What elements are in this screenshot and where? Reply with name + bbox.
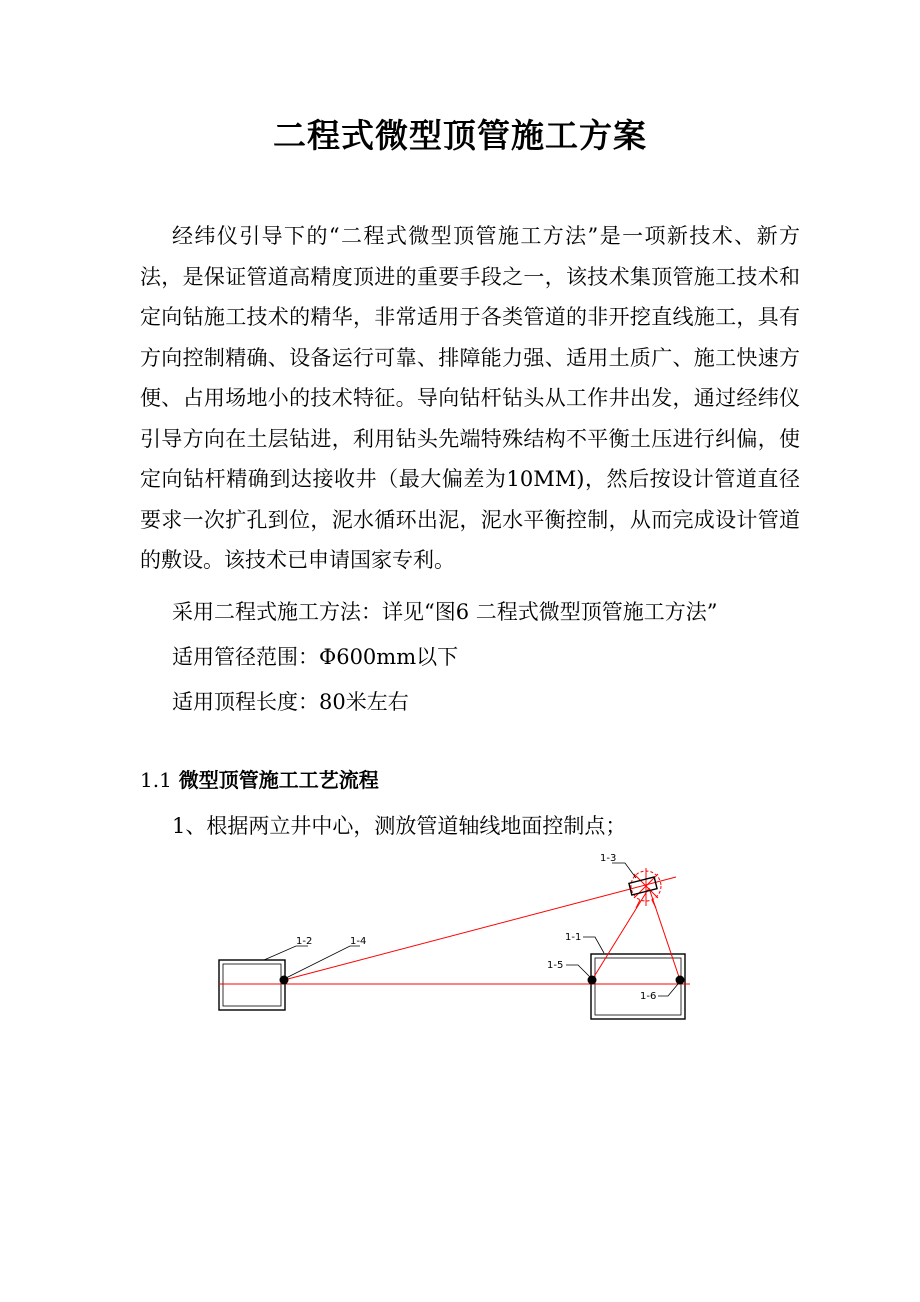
right-shaft (591, 954, 685, 1019)
sight-line-left (592, 888, 649, 980)
intro-paragraph: 经纬仪引导下的“二程式微型顶管施工方法”是一项新技术、新方法，是保证管道高精度顶进的重要手段之一，该技术集顶管施工技术和定向钻施工技术的精华，非常适用于各类管道的非开挖直线施工，具有方向控制精确、设备运行可靠、排障能力强、适用土质广、施工快速方便、占用场地小的技术特征。导向钻杆钻头从工作井出发，通过经纬仪引导方向在土层钻进，利用钻头先端特殊结构不平衡土压进行纠偏，使定向钻杆精确到达接收井（最大偏差为10MM)，然后按设计管道直径要求一次扩孔到位，泥水循环出泥，泥水平衡控制，从而完成设计管道的敷设。该技术已申请国家专利。 (140, 224, 800, 572)
left-shaft (219, 960, 285, 1010)
label-1-6: 1-6 (640, 991, 657, 1002)
label-1-3: 1-3 (600, 853, 617, 864)
length-line: 适用顶程长度：80米左右 (172, 690, 409, 714)
control-point-1-5 (588, 976, 597, 985)
label-1-5: 1-5 (547, 960, 564, 971)
sight-line-right (649, 888, 680, 980)
method-line: 采用二程式施工方法：详见“图6 二程式微型顶管施工方法” (172, 600, 718, 624)
document-title: 二程式微型顶管施工方案 (273, 116, 647, 155)
section-title: 微型顶管施工工艺流程 (178, 768, 379, 792)
control-point-1-6 (676, 976, 685, 985)
step-1-text: 1、根据两立井中心，测放管道轴线地面控制点； (172, 814, 627, 838)
label-1-2: 1-2 (296, 936, 313, 947)
control-point-1-4 (280, 976, 289, 985)
label-1-4: 1-4 (350, 936, 367, 947)
survey-diagram (0, 840, 920, 1040)
section-number: 1.1 (140, 768, 172, 792)
diameter-line: 适用管径范围：Φ600mm以下 (172, 645, 459, 669)
label-1-1: 1-1 (565, 932, 582, 943)
section-heading (140, 764, 379, 793)
sight-line (284, 877, 676, 980)
